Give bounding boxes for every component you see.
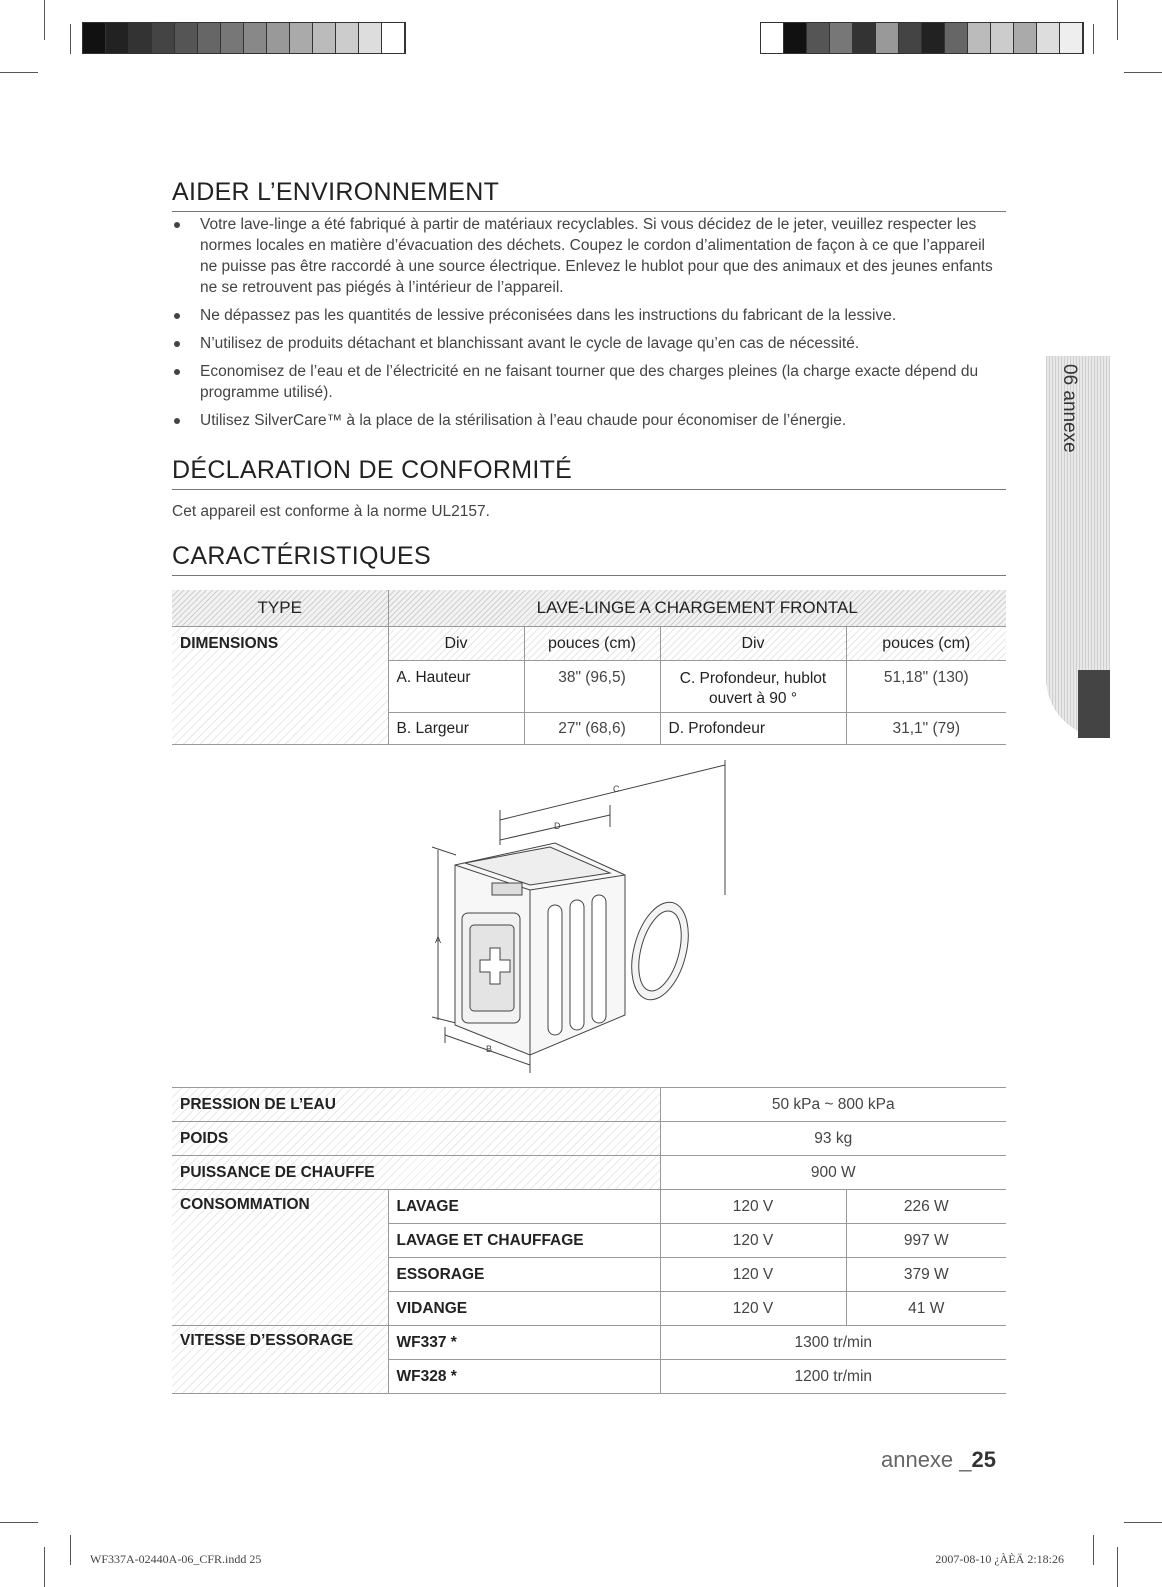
section-title-specs: CARACTÉRISTIQUES: [172, 542, 1006, 576]
section-title-conformity: DÉCLARATION DE CONFORMITÉ: [172, 456, 1006, 490]
crop-mark: [1093, 1535, 1094, 1565]
consumption-volt: 120 V: [660, 1224, 846, 1258]
registration-color-bar-left: [82, 22, 406, 54]
crop-mark: [44, 1547, 45, 1587]
pressure-label: PRESSION DE L’EAU: [172, 1088, 660, 1122]
specs-table: [172, 1087, 1006, 1394]
consumption-watt: 226 W: [846, 1190, 1006, 1224]
dim-label-c: C: [613, 784, 620, 794]
dim-d-value: 31,1" (79): [846, 713, 1006, 745]
footer-section-label: annexe _: [880, 1447, 972, 1472]
list-item: Votre lave-linge a été fabriqué à partir de matériaux recyclables. Si vous décidez de le jeter, veuillez respecter les normes locales en matière d’évacuation des déchets. Coupez le cordon d’alimentation de façon à ce que l’appareil ne puisse pas être raccordé à une source électrique. Enlevez le hublot pour que des animaux et des jeunes enfants ne se retrouvent pas piégés à l’intérieur de l’appareil.: [172, 214, 1006, 298]
type-value: LAVE-LINGE A CHARGEMENT FRONTAL: [388, 590, 1006, 627]
crop-mark: [70, 24, 71, 54]
col-header-units: pouces (cm): [524, 627, 660, 661]
dim-d-label: D. Profondeur: [660, 713, 846, 745]
dim-label-a: A: [435, 935, 442, 945]
print-slug-left: WF337A-02440A-06_CFR.indd 25: [90, 1552, 262, 1566]
dim-label-d: D: [554, 821, 561, 831]
col-header-div: Div: [660, 627, 846, 661]
spin-speed: 1200 tr/min: [660, 1360, 1006, 1394]
footer-page-number: 25: [971, 1447, 996, 1472]
section-title-environment: AIDER L’ENVIRONNEMENT: [172, 178, 1006, 212]
crop-mark: [70, 1535, 71, 1565]
crop-mark: [1117, 1547, 1118, 1587]
spin-speed: 1300 tr/min: [660, 1326, 1006, 1360]
consumption-mode: LAVAGE ET CHAUFFAGE: [388, 1224, 660, 1258]
table-row: [172, 590, 1006, 627]
dim-label-b: B: [486, 1044, 493, 1054]
environment-bullet-list: [172, 214, 1006, 438]
dim-a-label: A. Hauteur: [388, 661, 524, 713]
conformity-text: Cet appareil est conforme à la norme UL2157.: [172, 503, 490, 520]
list-item: Ne dépassez pas les quantités de lessive préconisées dans les instructions du fabricant de la lessive.: [172, 305, 1006, 326]
crop-mark: [1124, 72, 1162, 73]
list-item: N’utilisez de produits détachant et blanchissant avant le cycle de lavage qu’en cas de nécessité.: [172, 333, 1006, 354]
weight-label: POIDS: [172, 1122, 660, 1156]
spin-model: WF328 *: [388, 1360, 660, 1394]
page-number: [881, 1447, 996, 1473]
dim-c-label: C. Profondeur, hublot ouvert à 90 °: [660, 661, 846, 713]
consumption-watt: 379 W: [846, 1258, 1006, 1292]
table-row: [172, 1156, 1006, 1190]
col-header-units: pouces (cm): [846, 627, 1006, 661]
list-item: Economisez de l’eau et de l’électricité en ne faisant tourner que des charges pleines (la charge exacte dépend du programme utilisé).: [172, 361, 1006, 403]
washer-dimension-diagram: [420, 755, 740, 1085]
consumption-mode: VIDANGE: [388, 1292, 660, 1326]
table-row: [172, 1326, 1006, 1360]
table-row: [172, 1122, 1006, 1156]
dim-b-value: 27" (68,6): [524, 713, 660, 745]
table-row: [172, 1088, 1006, 1122]
type-label: TYPE: [172, 590, 388, 627]
table-row: [172, 627, 1006, 661]
heating-label: PUISSANCE DE CHAUFFE: [172, 1156, 660, 1190]
weight-value: 93 kg: [660, 1122, 1006, 1156]
pressure-value: 50 kPa ~ 800 kPa: [660, 1088, 1006, 1122]
dimensions-label: DIMENSIONS: [172, 627, 388, 745]
spin-model: WF337 *: [388, 1326, 660, 1360]
crop-mark: [1117, 0, 1118, 40]
consumption-volt: 120 V: [660, 1258, 846, 1292]
consumption-mode: LAVAGE: [388, 1190, 660, 1224]
consumption-watt: 41 W: [846, 1292, 1006, 1326]
consumption-label: CONSOMMATION: [172, 1190, 388, 1326]
crop-mark: [1124, 1522, 1162, 1523]
spin-label: VITESSE D’ESSORAGE: [172, 1326, 388, 1394]
consumption-volt: 120 V: [660, 1292, 846, 1326]
dim-c-value: 51,18" (130): [846, 661, 1006, 713]
crop-mark: [44, 0, 45, 40]
chapter-tab-marker: [1078, 670, 1110, 738]
consumption-mode: ESSORAGE: [388, 1258, 660, 1292]
chapter-side-tab: [1046, 356, 1110, 738]
print-slug-right: 2007-08-10 ¿ÀÈÄ 2:18:26: [935, 1552, 1064, 1566]
consumption-volt: 120 V: [660, 1190, 846, 1224]
chapter-tab-label: 06 annexe: [1059, 364, 1080, 453]
dimensions-table: [172, 590, 1006, 745]
registration-color-bar-right: [760, 22, 1084, 54]
crop-mark: [1093, 24, 1094, 54]
crop-mark: [0, 1522, 38, 1523]
consumption-watt: 997 W: [846, 1224, 1006, 1258]
list-item: Utilisez SilverCare™ à la place de la stérilisation à l’eau chaude pour économiser de l’énergie.: [172, 410, 1006, 431]
dim-a-value: 38" (96,5): [524, 661, 660, 713]
crop-mark: [0, 72, 38, 73]
col-header-div: Div: [388, 627, 524, 661]
heating-value: 900 W: [660, 1156, 1006, 1190]
dim-b-label: B. Largeur: [388, 713, 524, 745]
table-row: [172, 1190, 1006, 1224]
